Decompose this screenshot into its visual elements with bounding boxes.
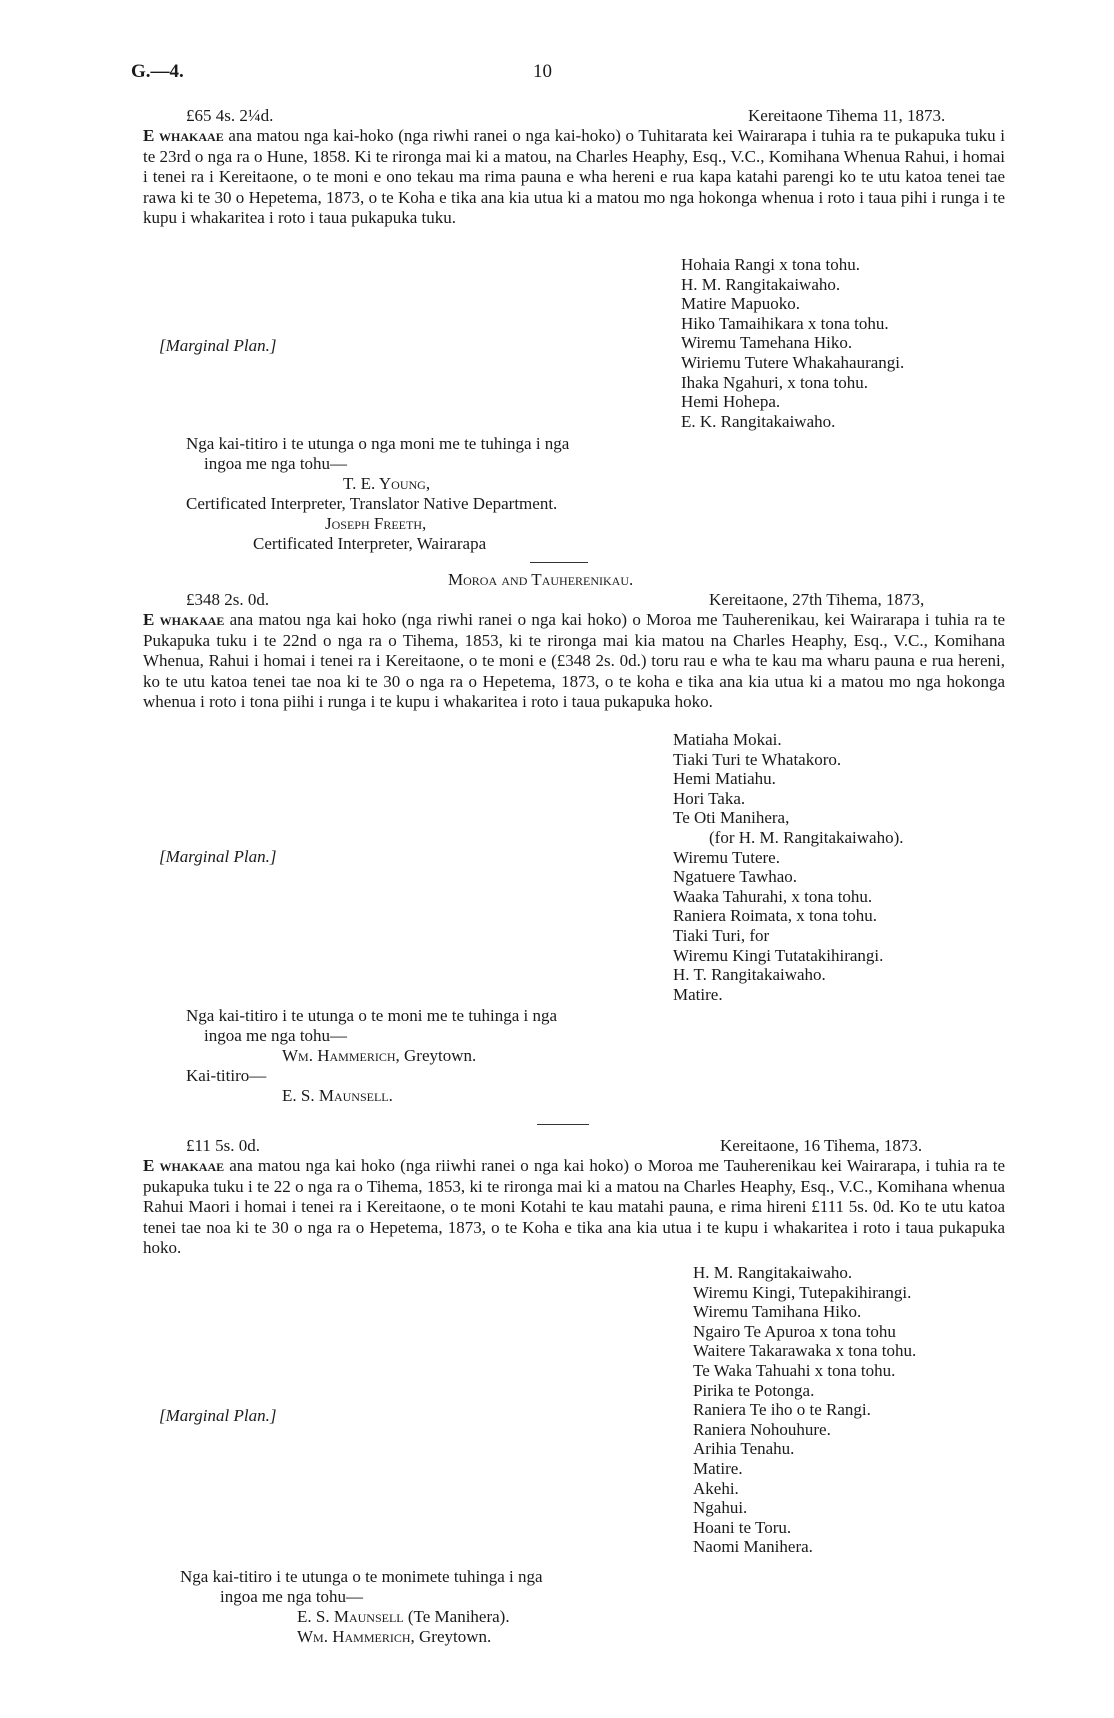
kai-titiro-label: Kai-titiro— [186,1066,267,1085]
document-reference: G.—4. [131,61,184,82]
witness-entry [297,1627,491,1648]
witness-statement: Nga kai-titiro i te utunga o nga moni me te tuhinga i nga [186,434,570,453]
section-heading: Moroa and Tauherenikau. [448,570,634,589]
signatory: Raniera Roimata, x tona tohu. [673,906,877,926]
witness-name: Wm. Hammerich, [282,1046,400,1065]
signatory: H. M. Rangitakaiwaho. [681,274,841,294]
signatory: Ngahui. [693,1498,748,1518]
signatories-list [681,255,904,431]
witness-entry [297,1607,510,1628]
witness-entry [282,1046,476,1067]
page-number: 10 [533,61,552,82]
signatory: Matire. [673,984,723,1004]
signatory: Wiremu Tutere. [673,847,780,867]
signatory: Ngatuere Tawhao. [673,867,798,887]
signatory: H. M. Rangitakaiwaho. [693,1263,853,1282]
signatory: E. K. Rangitakaiwaho. [681,411,836,431]
signatories-list [673,730,904,1004]
signatory: Naomi Manihera. [693,1537,813,1557]
signatory: Te Waka Tahuahi x tona tohu. [693,1360,896,1380]
witness-place: Greytown. [414,1627,492,1646]
witness-statement-cont: ingoa me nga tohu— [204,454,348,473]
signatory: Matire Mapuoko. [681,294,800,314]
amount: £348 2s. 0d. [186,590,270,609]
lead-words: E whakaae [143,610,225,629]
witness-statement: Nga kai-titiro i te utunga o te moni me te tuhinga i nga [186,1006,558,1025]
signatory: Arihia Tenahu. [693,1439,795,1459]
signatory: Hemi Matiahu. [673,769,776,789]
witness-name: Joseph Freeth, [325,514,427,533]
witness-statement-cont: ingoa me nga tohu— [204,1026,348,1045]
signatory: Wiremu Kingi, Tutepakihirangi. [693,1282,912,1302]
signatory: Matire. [693,1458,743,1478]
dateline: Kereitaone, 27th Tihema, 1873, [709,590,925,609]
dateline: Kereitaone, 16 Tihema, 1873. [720,1136,923,1155]
signatory: Pirika te Potonga. [693,1380,815,1400]
signatory: Waitere Takarawaka x tona tohu. [693,1341,917,1361]
signatory: Ihaka Ngahuri, x tona tohu. [681,372,868,392]
witness-statement-cont: ingoa me nga tohu— [220,1587,364,1606]
signatory: Hori Taka. [673,788,746,808]
agreement-paragraph [143,610,1005,713]
signatory: Waaka Tahurahi, x tona tohu. [673,886,873,906]
dateline: Kereitaone Tihema 11, 1873. [748,106,946,125]
witness-note: (Te Manihera). [403,1607,510,1626]
witness-statement: Nga kai-titiro i te utunga o te monimete tuhinga i nga [180,1567,543,1586]
signatory: Hohaia Rangi x tona tohu. [681,255,860,274]
witness-place: Greytown. [399,1046,477,1065]
signatory: Tiaki Turi te Whatakoro. [673,749,842,769]
signatory: Hoani te Toru. [693,1517,792,1537]
amount: £65 4s. 2¼d. [186,106,274,125]
signatory: H. T. Rangitakaiwaho. [673,965,826,985]
lead-words: E whakaae [143,126,224,145]
agreement-text: ana matou nga kai hoko (nga riiwhi ranei o nga kai hoko) o Moroa me Tauherenikau kei Wairarapa, i tuhia ra te pukapuka tuku i te 22 o nga ra o Tihema, 1853, ki te rironga mai ki a matou na Charles Heaphy, Esq., V.C., Komihana whenua Rahui Maori i homai i tenei ra i Kereitaone, o te moni Kotahi te kau matahi pauna, e rima hireni £111 5s. 0d. Ko te utu katoa tenei tae noa ki te 30 o nga ra o Hepetema, 1873, o te Koha e tika ana kia utua i te kupu i whakaritea i roto i taua pukapuka hoko. [143,1156,1005,1257]
signatory: Wiremu Kingi Tutatakihirangi. [673,945,884,965]
witness-name: T. E. Young, [343,474,431,493]
signatory: Wiremu Tamehana Hiko. [681,333,853,353]
section-divider [537,1124,589,1125]
signatory: Wiriemu Tutere Whakahaurangi. [681,352,905,372]
witness-title: Certificated Interpreter, Wairarapa [253,534,487,553]
witness-name: E. S. Maunsell. [282,1086,393,1105]
signatory: Hiko Tamaihikara x tona tohu. [681,313,889,333]
witness-name: E. S. Maunsell [297,1607,404,1626]
marginal-plan-note: [Marginal Plan.] [159,1406,277,1425]
signatory: Ngairo Te Apuroa x tona tohu [693,1321,896,1341]
signatory: Akehi. [693,1478,739,1498]
signatory: Raniera Te iho o te Rangi. [693,1400,871,1420]
signatory: Raniera Nohouhure. [693,1419,831,1439]
agreement-paragraph [143,126,1005,229]
signatory: Matiaha Mokai. [673,730,782,749]
signatory: Te Oti Manihera, [673,808,790,828]
agreement-text: ana matou nga kai hoko (nga riwhi ranei o nga kai hoko) o Moroa me Tauherenikau, kei Wairarapa i tuhia ra te Pukapuka tuku i te 22nd o nga ra o Tihema, 1853, ki te rironga mai kia matou na Charles Heaphy, Esq., V.C., Komihana Whenua, Rahui i homai i tenei ra i Kereitaone, o te moni e (£348 2s. 0d.) toru rau e wha te kau ma wharu pauna e rua hereni, ko te utu katoa tenei tae noa ki te 30 o nga ra o Hepetema, 1873, o te koha e tika ana kia utua ki a matou mo nga hokonga whenua i roto i tona piihi i runga i te kupu i whakaritea i roto i taua pukapuka hoko. [143,610,1005,711]
amount: £11 5s. 0d. [186,1136,260,1155]
signatory: Wiremu Tamihana Hiko. [693,1302,862,1322]
agreement-text: ana matou nga kai-hoko (nga riwhi ranei o nga kai-hoko) o Tuhitarata kei Wairarapa i tuhia ra te pukapuka tuku i te 23rd o nga ra o Hune, 1858. Ki te rironga mai ki a matou, na Charles Heaphy, Esq., V.C., Komihana Whenua Rahui, i homai i tenei ra i Kereitaone, o te moni e ono tekau ma rima pauna e wha hereni e rua kapa katahi parengi ko te utu katoa tenei tae rawa ki te 30 o Hepetema, 1873, o te Koha e tika ana kia utua ki a matou mo nga hokonga whenua i roto i taua pihi i runga i te kupu i whakaritea i roto i taua pukapuka tuku. [143,126,1005,227]
section-divider [530,562,588,563]
signatory: (for H. M. Rangitakaiwaho). [709,827,904,847]
lead-words: E whakaae [143,1156,225,1175]
witness-title: Certificated Interpreter, Translator Native Department. [186,494,558,513]
marginal-plan-note: [Marginal Plan.] [159,847,277,866]
agreement-paragraph [143,1156,1005,1259]
signatories-list [693,1263,916,1557]
witness-name: Wm. Hammerich, [297,1627,415,1646]
signatory: Hemi Hohepa. [681,392,781,412]
marginal-plan-note: [Marginal Plan.] [159,336,277,355]
signatory: Tiaki Turi, for [673,925,770,945]
